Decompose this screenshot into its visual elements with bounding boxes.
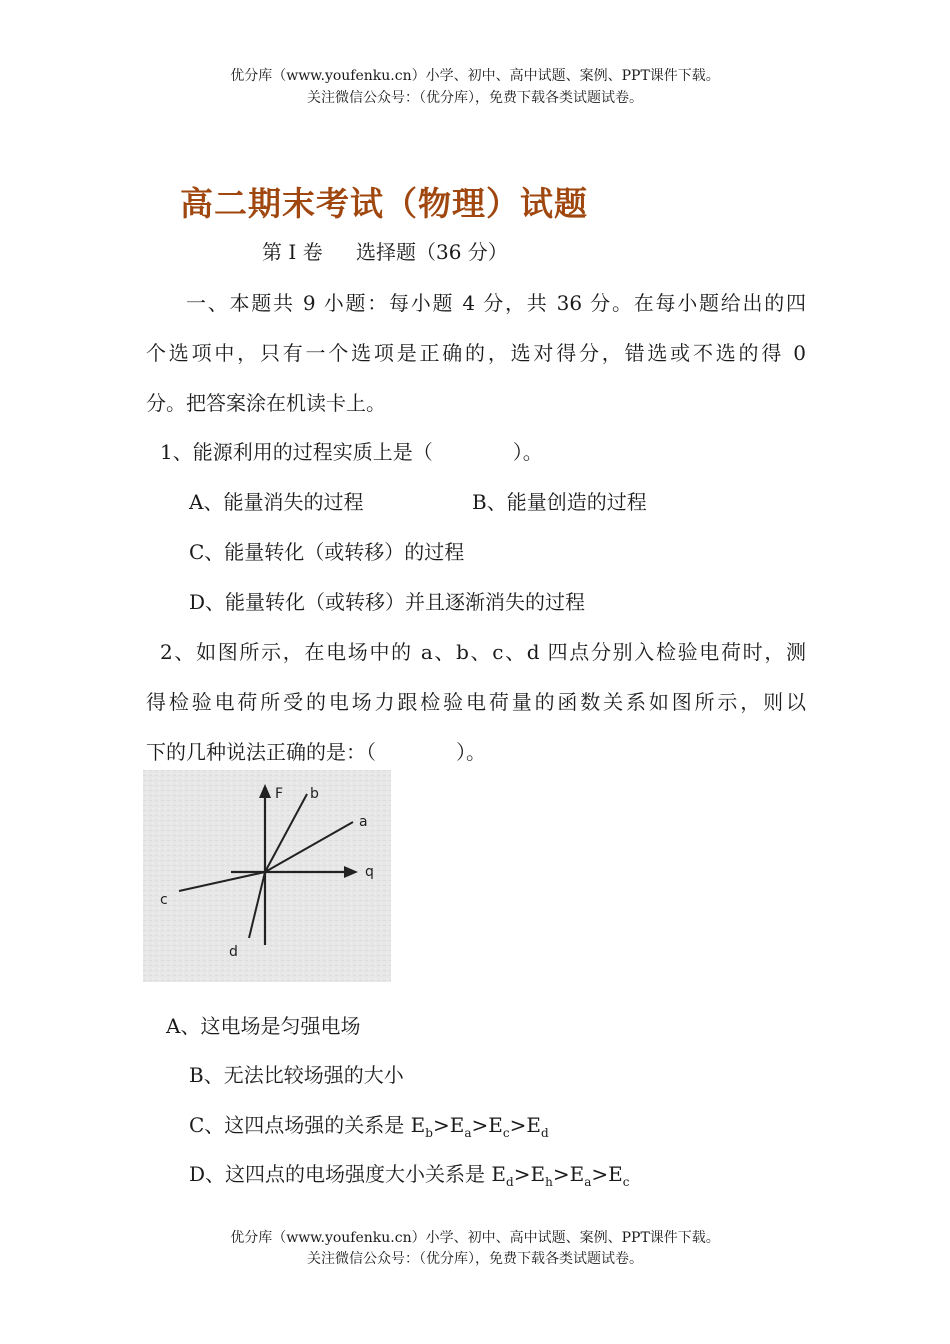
q2-stem-line-3: 下的几种说法正确的是：（ ）。 [146, 740, 486, 764]
section-name: 选择题（36 分） [356, 240, 508, 264]
line-a-label: a [359, 814, 368, 830]
page-title: 高二期末考试（物理）试题 [180, 184, 588, 223]
q1-stem: 1、能源利用的过程实质上是（ ）。 [160, 440, 543, 464]
q2-option-a: A、这电场是匀强电场 [166, 1014, 361, 1038]
force-charge-graph [143, 770, 391, 982]
q2-option-c-text: C、这四点场强的关系是 [189, 1113, 411, 1137]
line-b-label: b [310, 786, 319, 802]
q1-option-b: B、能量创造的过程 [472, 490, 647, 514]
line-c-label: c [160, 892, 168, 908]
q2-option-d: D、这四点的电场强度大小关系是 $E_d>E_h>E_a>E_c$ [189, 1162, 630, 1189]
q2-option-b: B、无法比较场强的大小 [189, 1063, 404, 1087]
footer-line-2: 关注微信公众号：（优分库），免费下载各类试题试卷。 [307, 1251, 643, 1267]
q1-option-c: C、能量转化（或转移）的过程 [189, 540, 465, 564]
header-line-2: 关注微信公众号：（优分库），免费下载各类试题试卷。 [307, 90, 643, 106]
instructions-line-2: 个选项中，只有一个选项是正确的，选对得分，错选或不选的得 0 [146, 341, 806, 365]
q2-option-d-text: D、这四点的电场强度大小关系是 [189, 1162, 492, 1186]
q-axis-label: q [365, 864, 374, 880]
q1-option-a: A、能量消失的过程 [189, 490, 364, 514]
force-charge-graph-svg [143, 770, 391, 982]
footer-line-1: 优分库（www.youfenku.cn）小学、初中、高中试题、案例、PPT课件下载。 [230, 1230, 720, 1246]
scan-background [143, 770, 391, 982]
q2-option-c: C、这四点场强的关系是 $E_b>E_a>E_c>E_d$ [189, 1113, 549, 1140]
q2-stem-line-1: 2、如图所示，在电场中的 a、b、c、d 四点分别入检验电荷时，测 [160, 640, 806, 664]
header-line-1: 优分库（www.youfenku.cn）小学、初中、高中试题、案例、PPT课件下载。 [230, 68, 720, 84]
f-axis-label: F [275, 786, 284, 802]
q2-stem-line-2: 得检验电荷所受的电场力跟检验电荷量的函数关系如图所示，则以 [146, 690, 806, 714]
q1-option-d: D、能量转化（或转移）并且逐渐消失的过程 [189, 590, 586, 614]
section-volume: 第 I 卷 [262, 240, 323, 264]
instructions-line-3: 分。把答案涂在机读卡上。 [146, 391, 386, 415]
line-d-label: d [229, 944, 238, 960]
instructions-line-1: 一、本题共 9 小题：每小题 4 分，共 36 分。在每小题给出的四 [186, 291, 806, 315]
